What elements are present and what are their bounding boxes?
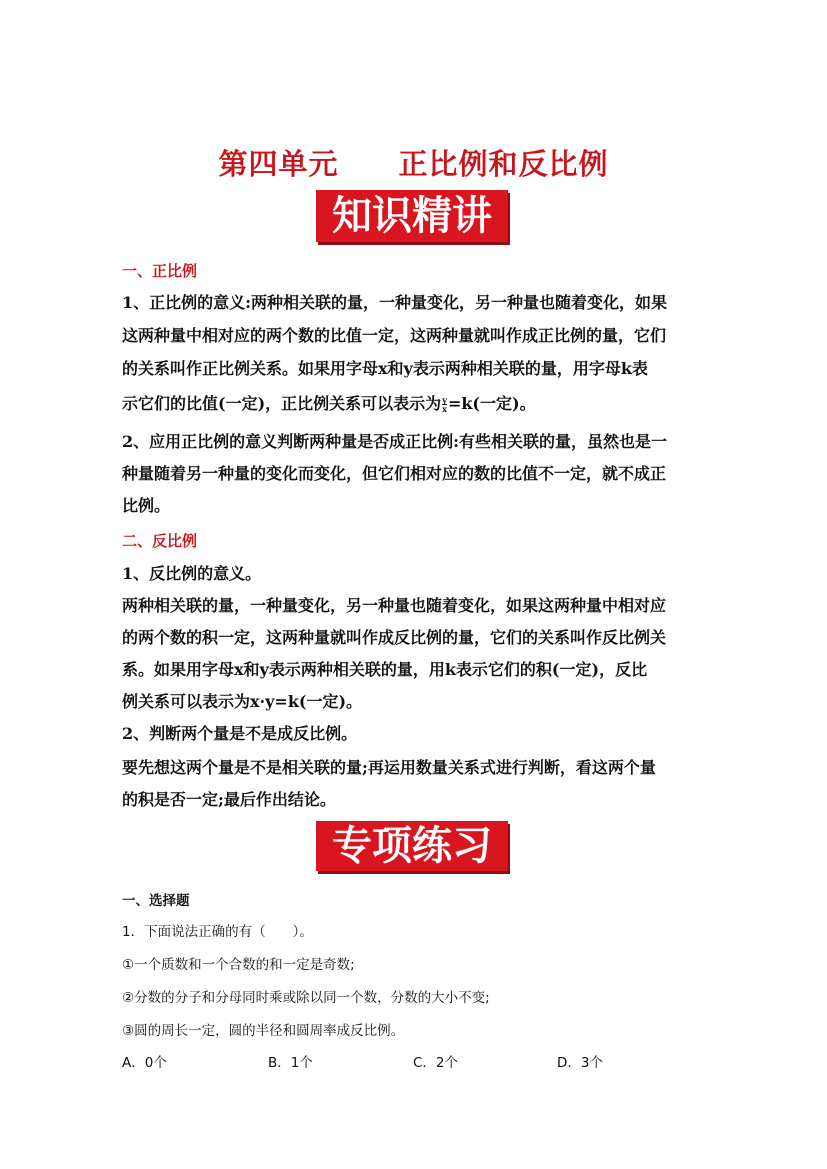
paragraph-line: 要先想这两个量是不是相关联的量;再运用数量关系式进行判断，看这两个量: [122, 758, 656, 777]
statement-3: ③圆的周长一定，圆的半径和圆周率成反比例。: [122, 1023, 405, 1039]
option-b: B．1个: [268, 1055, 313, 1071]
paragraph-line: 系。如果用字母x和y表示两种相关联的量，用k表示它们的积(一定)，反比: [122, 660, 648, 679]
formula-prefix: 示它们的比值(一定)，正比例关系可以表示为: [122, 394, 442, 413]
paragraph-line-formula: [122, 394, 536, 414]
page-title: 第四单元 正比例和反比例: [218, 147, 609, 181]
fraction-numerator: y: [442, 395, 447, 405]
option-a: A．0个: [122, 1055, 167, 1071]
option-d: D．3个: [557, 1055, 603, 1071]
practice-banner: 专项练习: [316, 821, 508, 871]
option-c: C．2个: [413, 1055, 459, 1071]
paragraph-line: 两种相关联的量，一种量变化，另一种量也随着变化，如果这两种量中相对应: [122, 596, 667, 615]
fraction-denominator: x: [442, 404, 447, 414]
practice-heading: 一、选择题: [122, 893, 190, 909]
paragraph-line: 的积是否一定;最后作出结论。: [122, 790, 336, 809]
paragraph-line: 种量随着另一种量的变化而变化，但它们相对应的数的比值不一定，就不成正: [122, 464, 667, 483]
formula-suffix: =k(一定)。: [447, 394, 536, 413]
statement-1: ①一个质数和一个合数的和一定是奇数;: [122, 957, 355, 973]
paragraph-line: 比例。: [122, 496, 171, 515]
paragraph-line: 这两种量中相对应的两个数的比值一定，这两种量就叫作成正比例的量，它们: [122, 326, 667, 345]
knowledge-banner: 知识精讲: [316, 190, 508, 242]
paragraph-line: 的关系叫作正比例关系。如果用字母x和y表示两种相关联的量，用字母k表: [122, 359, 648, 378]
paragraph-line: 例关系可以表示为x·y=k(一定)。: [122, 692, 363, 711]
paragraph-line: 的两个数的积一定，这两种量就叫作成反比例的量，它们的关系叫作反比例关: [122, 628, 667, 647]
statement-2: ②分数的分子和分母同时乘或除以同一个数，分数的大小不变;: [122, 990, 490, 1006]
fraction-y-over-x: [442, 396, 447, 413]
section-heading-inverse-proportion: 二、反比例: [122, 532, 198, 550]
paragraph-line: 2、判断两个量是不是成反比例。: [122, 724, 358, 743]
section-heading-direct-proportion: 一、正比例: [122, 262, 198, 280]
paragraph-line: 1、反比例的意义。: [122, 564, 262, 583]
paragraph-line: 2、应用正比例的意义判断两种量是否成正比例:有些相关联的量，虽然也是一: [122, 432, 668, 451]
paragraph-line: 1、正比例的意义:两种相关联的量，一种量变化，另一种量也随着变化，如果: [122, 293, 668, 312]
question-1: 1．下面说法正确的有（ ）。: [122, 924, 313, 940]
